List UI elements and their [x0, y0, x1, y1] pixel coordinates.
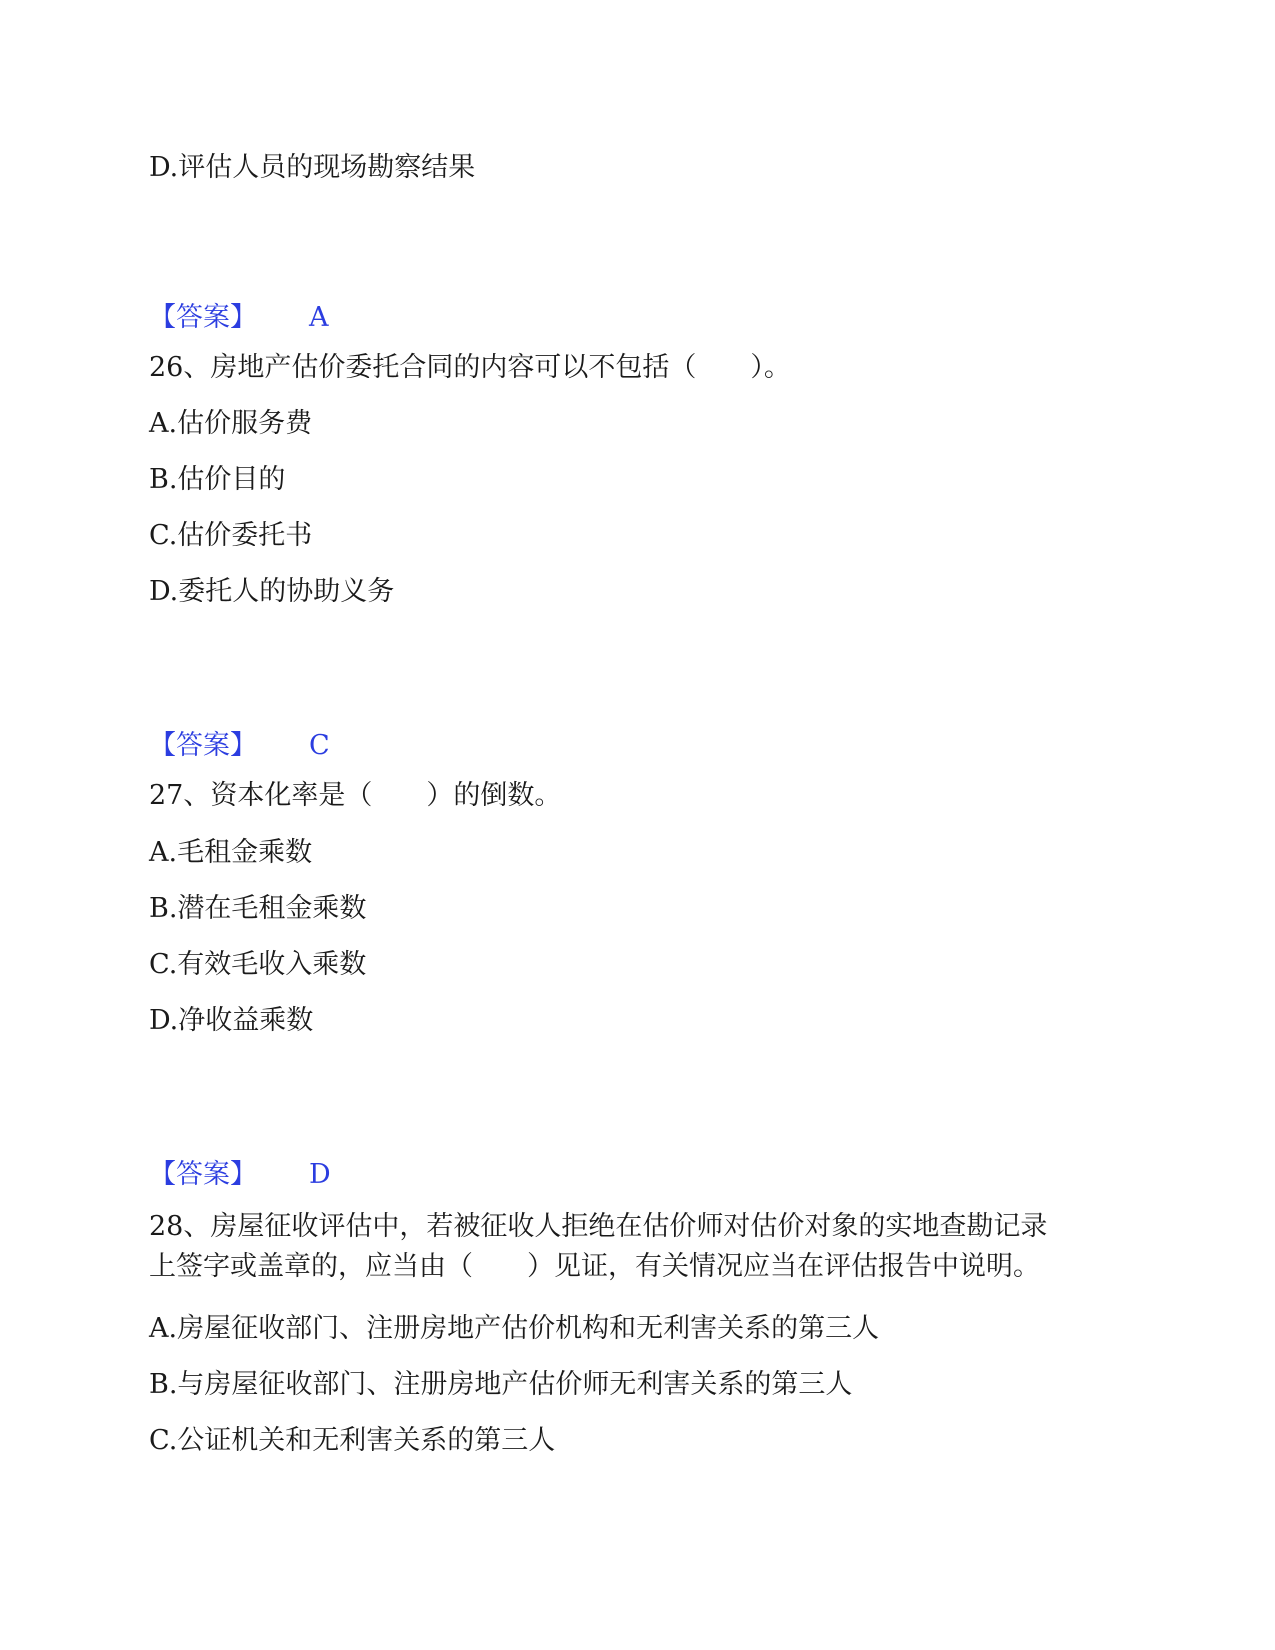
- question-stem: 27、资本化率是（ ）的倒数。: [149, 780, 562, 811]
- option-c: C.公证机关和无利害关系的第三人: [149, 1425, 556, 1456]
- question-stem: 26、房地产估价委托合同的内容可以不包括（ ）。: [149, 352, 791, 383]
- answer-value: A: [309, 302, 329, 333]
- question-stem-line-1: 28、房屋征收评估中，若被征收人拒绝在估价师对估价对象的实地查勘记录: [149, 1211, 1048, 1242]
- answer-row: [149, 300, 329, 336]
- option-a: A.估价服务费: [149, 408, 313, 439]
- option-d: D.评估人员的现场勘察结果: [149, 152, 476, 183]
- option-b: B.估价目的: [149, 464, 286, 495]
- answer-row: [149, 1157, 331, 1193]
- answer-label: 【答案】: [149, 302, 257, 333]
- option-b: B.潜在毛租金乘数: [149, 893, 367, 924]
- option-c: C.估价委托书: [149, 520, 313, 551]
- answer-label: 【答案】: [149, 1159, 257, 1190]
- answer-row: [149, 728, 330, 764]
- option-b: B.与房屋征收部门、注册房地产估价师无利害关系的第三人: [149, 1369, 853, 1400]
- answer-value: D: [309, 1159, 331, 1190]
- option-a: A.毛租金乘数: [149, 837, 313, 868]
- option-c: C.有效毛收入乘数: [149, 949, 367, 980]
- answer-label: 【答案】: [149, 730, 257, 761]
- question-stem-line-2: 上签字或盖章的，应当由（ ）见证，有关情况应当在评估报告中说明。: [149, 1251, 1040, 1282]
- answer-value: C: [309, 730, 330, 761]
- option-a: A.房屋征收部门、注册房地产估价机构和无利害关系的第三人: [149, 1313, 880, 1344]
- option-d: D.净收益乘数: [149, 1005, 314, 1036]
- option-d: D.委托人的协助义务: [149, 576, 395, 607]
